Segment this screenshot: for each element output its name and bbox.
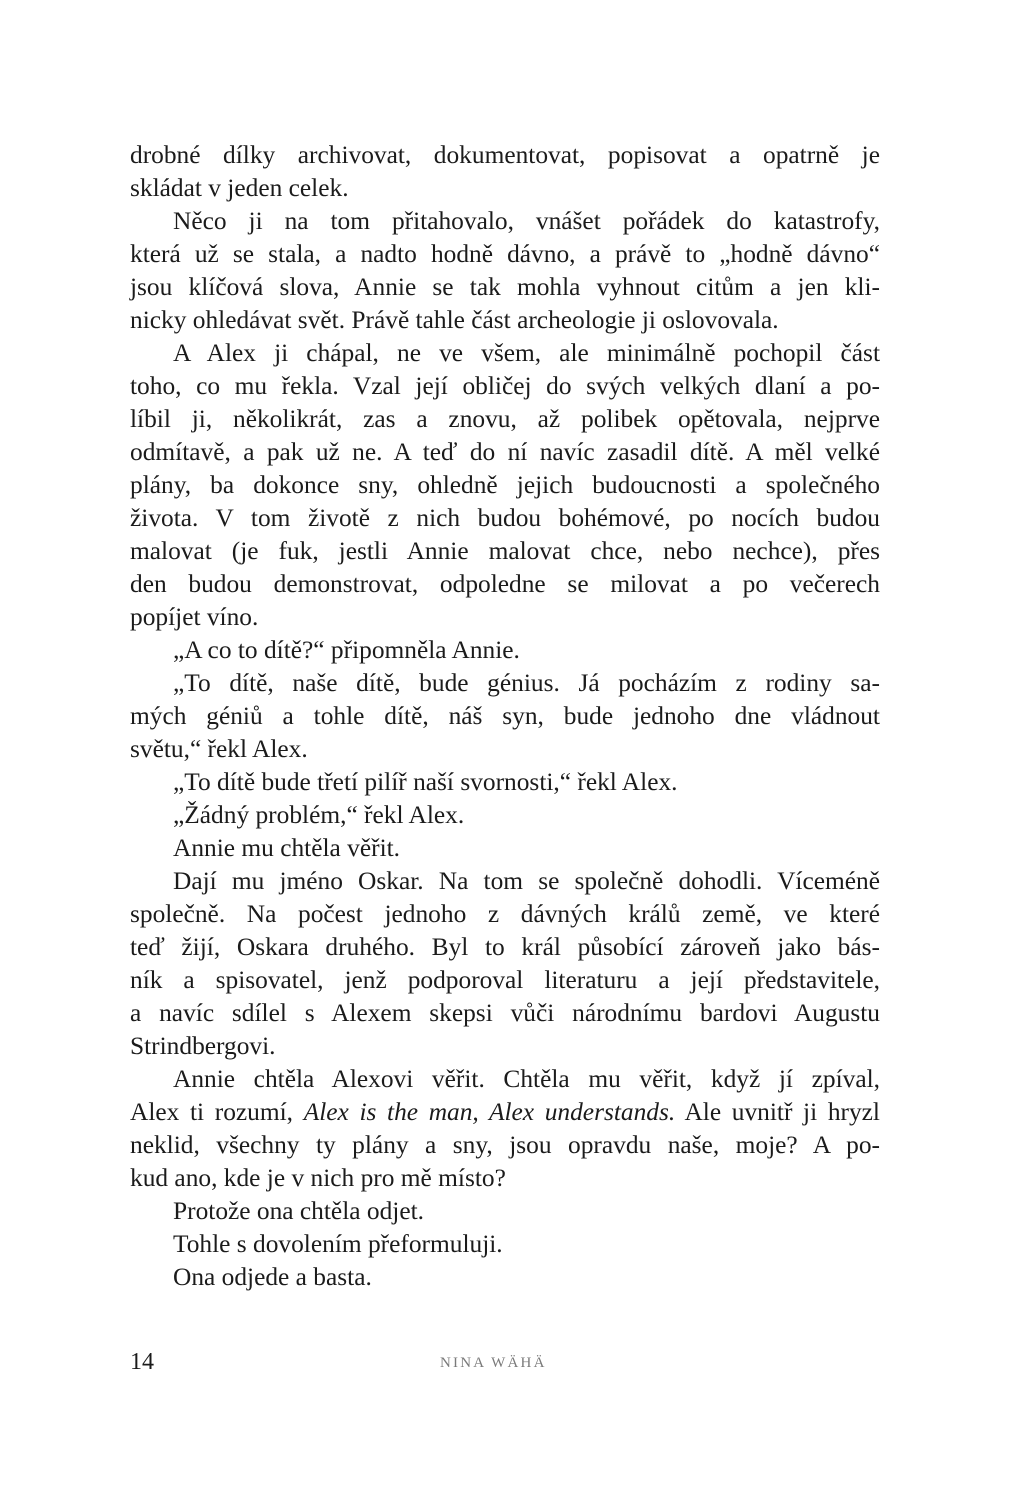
text-run: Alex ti rozumí,	[130, 1098, 304, 1126]
text-line-italic-phrase	[130, 1096, 880, 1129]
text-line: teď žijí, Oskara druhého. Byl to král působící zároveň jako bás-	[130, 933, 880, 961]
text-line: „Žádný problém,“ řekl Alex.	[173, 801, 465, 829]
text-line: jsou klíčová slova, Annie se tak mohla vyhnout citům a jen kli-	[130, 273, 880, 301]
text-line: den budou demonstrovat, odpoledne se milovat a po večerech	[130, 570, 880, 598]
text-line: popíjet víno.	[130, 603, 259, 631]
text-line: kud ano, kde je v nich pro mě místo?	[130, 1164, 506, 1192]
text-line: malovat (je fuk, jestli Annie malovat chce, nebo nechce), přes	[130, 537, 880, 565]
text-line: Annie mu chtěla věřit.	[173, 834, 401, 862]
text-line: světu,“ řekl Alex.	[130, 735, 308, 763]
text-line: Protože ona chtěla odjet.	[173, 1197, 424, 1225]
italic-phrase: Alex is the man, Alex understands.	[303, 1098, 676, 1126]
text-line: neklid, všechny ty plány a sny, jsou opravdu naše, moje? A po-	[130, 1131, 880, 1159]
text-line: Dají mu jméno Oskar. Na tom se společně dohodli. Víceméně	[173, 867, 880, 895]
running-footer-author: NINA WÄHÄ	[440, 1355, 547, 1371]
text-line: „A co to dítě?“ připomněla Annie.	[173, 636, 520, 664]
text-line: „To dítě, naše dítě, bude génius. Já pocházím z rodiny sa-	[173, 669, 880, 697]
text-line: Tohle s dovolením přeformuluji.	[173, 1230, 503, 1258]
text-line: Annie chtěla Alexovi věřit. Chtěla mu věřit, když jí zpíval,	[173, 1065, 880, 1093]
page-number: 14	[130, 1349, 154, 1375]
text-line: skládat v jeden celek.	[130, 174, 349, 202]
text-line: Strindbergovi.	[130, 1032, 276, 1060]
text-line: a navíc sdílel s Alexem skepsi vůči národnímu bardovi Augustu	[130, 999, 880, 1027]
text-line: „To dítě bude třetí pilíř naší svornosti,“ řekl Alex.	[173, 768, 678, 796]
text-run: Ale uvnitř ji hryzl	[675, 1098, 880, 1126]
text-line: mých géniů a tohle dítě, náš syn, bude jednoho dne vládnout	[130, 702, 880, 730]
text-line: A Alex ji chápal, ne ve všem, ale minimálně pochopil část	[173, 339, 880, 367]
text-line: života. V tom životě z nich budou bohémové, po nocích budou	[130, 504, 880, 532]
text-line: líbil ji, několikrát, zas a znovu, až polibek opětovala, nejprve	[130, 405, 880, 433]
text-line: nicky ohledávat svět. Právě tahle část archeologie ji oslovovala.	[130, 306, 779, 334]
text-line: drobné dílky archivovat, dokumentovat, popisovat a opatrně je	[130, 141, 880, 169]
text-line: toho, co mu řekla. Vzal její obličej do svých velkých dlaní a po-	[130, 372, 880, 400]
text-line: společně. Na počest jednoho z dávných králů země, ve které	[130, 900, 880, 928]
text-line: Něco ji na tom přitahovalo, vnášet pořádek do katastrofy,	[173, 207, 880, 235]
text-line: odmítavě, a pak už ne. A teď do ní navíc zasadil dítě. A měl velké	[130, 438, 880, 466]
text-line: Ona odjede a basta.	[173, 1263, 372, 1291]
text-line: ník a spisovatel, jenž podporoval literaturu a její představitele,	[130, 966, 880, 994]
text-line: plány, ba dokonce sny, ohledně jejich budoucnosti a společného	[130, 471, 880, 499]
text-line: která už se stala, a nadto hodně dávno, a právě to „hodně dávno“	[130, 240, 880, 268]
